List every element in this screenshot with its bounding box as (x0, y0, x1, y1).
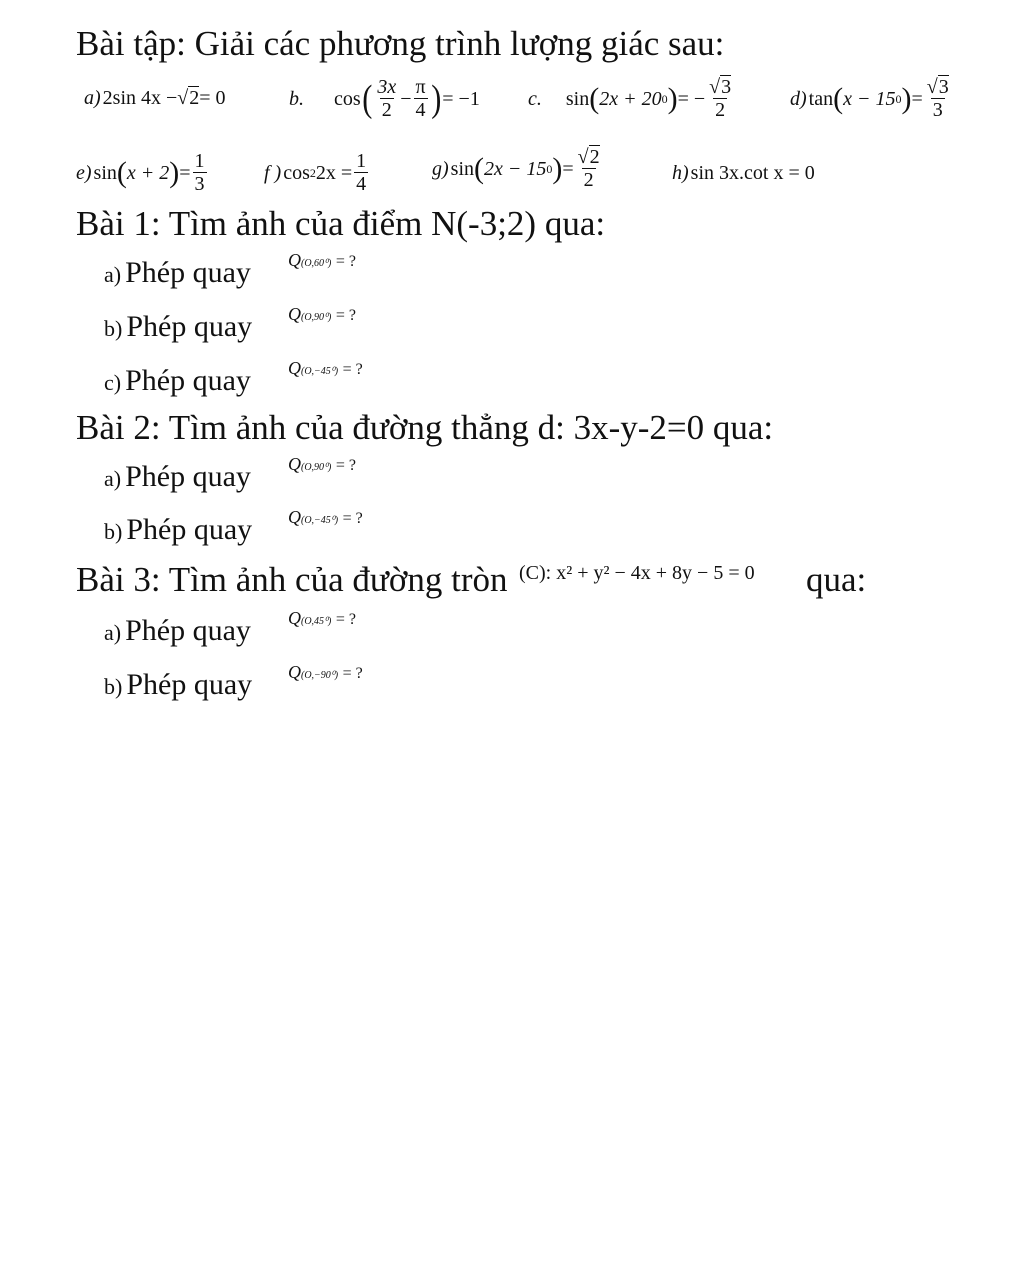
rotation-q: Q(O,90⁰) = ? (288, 454, 357, 474)
circle-equation: (C): x² + y² − 4x + 8y − 5 = 0 (519, 562, 755, 584)
equation-row-2 (76, 146, 1006, 206)
fraction: $\frac{√2}{2}$ (577, 146, 600, 191)
bai1-item-a: a) Phép quay (104, 256, 251, 289)
equation-a: a) 2sin 4x − √ 2 = 0 (84, 86, 226, 109)
fraction: $\frac{√3}{2}$ (709, 76, 732, 121)
bai3-heading-tail: qua: (806, 560, 867, 599)
bai1-heading: Bài 1: Tìm ảnh của điểm N(-3;2) qua: (76, 204, 606, 243)
equation-b: b. cos ( $\frac{3x}{2}$ − $\frac{\pi}{4}$ ) = −1 (289, 76, 480, 121)
bai3-item-b: b) Phép quay (104, 668, 253, 701)
fraction: $\frac{1}{4}$ (356, 150, 367, 195)
rotation-q: Q(O,60⁰) = ? (288, 250, 357, 270)
equation-c: c. sin ( 2x + 20 0 ) = − $\frac{√3}{2}$ (528, 76, 732, 121)
equation-f: f ) cos 2 2x = $\frac{1}{4}$ (264, 150, 367, 195)
bai2-heading: Bài 2: Tìm ảnh của đường thẳng d: 3x-y-2=0 qua: (76, 408, 774, 447)
equation-h: h) sin 3x.cot x = 0 (672, 162, 815, 184)
rotation-q: Q(O,−45⁰) = ? (288, 358, 363, 378)
page-title: Bài tập: Giải các phương trình lượng giác sau: (76, 24, 725, 63)
bai2-item-b: b) Phép quay (104, 513, 253, 546)
fraction: $\frac{3x}{2}$ (377, 76, 397, 121)
bai2-item-a: a) Phép quay (104, 460, 251, 493)
fraction: $\frac{√3}{3}$ (926, 76, 949, 121)
rotation-q: Q(O,45⁰) = ? (288, 608, 357, 628)
bai3-item-a: a) Phép quay (104, 614, 251, 647)
bai1-item-b: b) Phép quay (104, 310, 253, 343)
fraction: $\frac{\pi}{4}$ (415, 76, 426, 121)
rotation-q: Q(O,90⁰) = ? (288, 304, 357, 324)
rotation-q: Q(O,−45⁰) = ? (288, 507, 363, 527)
fraction: $\frac{1}{3}$ (194, 150, 205, 195)
equation-d: d) tan ( x − 15 0 ) = $\frac{√3}{3}$ (790, 76, 949, 121)
equation-row-1 (76, 76, 1006, 136)
bai3-heading: Bài 3: Tìm ảnh của đường tròn (76, 560, 508, 599)
equation-g: g) sin ( 2x − 15 0 ) = $\frac{√2}{2}$ (432, 146, 600, 191)
bai1-item-c: c) Phép quay (104, 364, 251, 397)
equation-e: e) sin ( x + 2 ) = $\frac{1}{3}$ (76, 150, 205, 195)
rotation-q: Q(O,−90⁰) = ? (288, 662, 363, 682)
